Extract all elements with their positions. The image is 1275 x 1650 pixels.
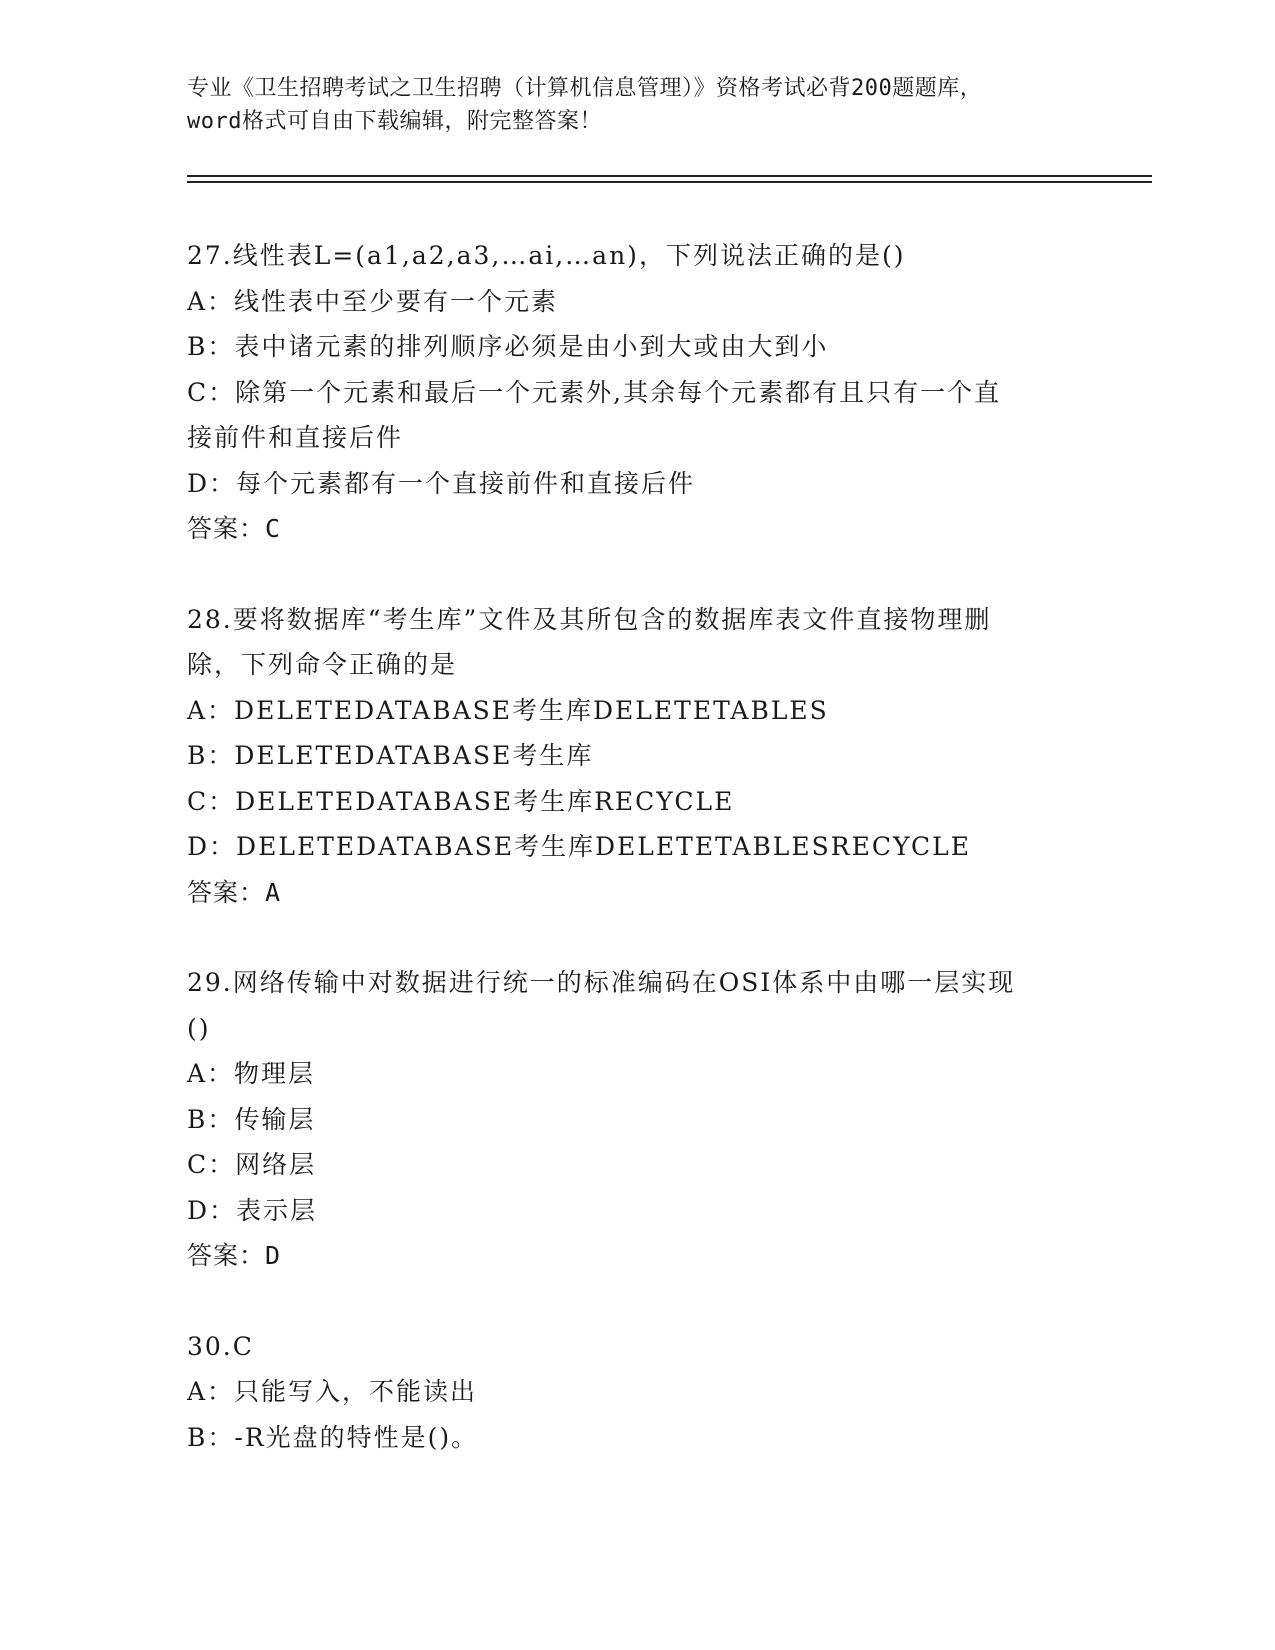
option-c: C：除第一个元素和最后一个元素外,其余每个元素都有且只有一个直 [187,377,1002,407]
answer-label: 答案：A [187,877,282,907]
option-c: C：DELETEDATABASE考生库RECYCLE [187,786,735,816]
answer-label: 答案：C [187,514,282,543]
option-a: A：DELETEDATABASE考生库DELETETABLES [187,695,829,725]
option-d: D：每个元素都有一个直接前件和直接后件 [187,468,696,498]
question-stem-line: 27.线性表L=(a1,a2,a3,…ai,…an)，下列说法正确的是() [187,241,906,270]
option-b: B：传输层 [187,1104,316,1134]
option-a: A：物理层 [187,1059,316,1088]
document-header [187,72,1087,138]
option-c-continued: 接前件和直接后件 [187,423,404,452]
option-b: B：-R光盘的特性是()。 [187,1422,479,1452]
header-divider-top [187,175,1152,177]
question-stem-line: 30.C [187,1331,254,1361]
header-divider-bottom [187,181,1152,183]
option-d: D：DELETEDATABASE考生库DELETETABLESRECYCLE [187,832,972,861]
header-line-1: 专业《卫生招聘考试之卫生招聘（计算机信息管理）》资格考试必背200题题库， [187,76,983,101]
question-stem-line: 28.要将数据库“考生库”文件及其所包含的数据库表文件直接物理删 [187,604,992,634]
question-stem-line: () [187,1013,211,1043]
option-d: D：表示层 [187,1195,318,1225]
option-a: A：只能写入，不能读出 [187,1377,478,1406]
question-stem-line: 除，下列命令正确的是 [187,650,458,679]
answer-label: 答案：D [187,1241,282,1270]
header-line-2: word格式可自由下载编辑，附完整答案！ [187,109,602,134]
option-c: C：网络层 [187,1150,317,1179]
question-28 [187,597,1087,916]
option-a: A：线性表中至少要有一个元素 [187,286,559,316]
question-list [187,233,1087,1460]
question-27 [187,233,1087,552]
question-29 [187,960,1087,1279]
question-30 [187,1324,1087,1461]
option-b: B：DELETEDATABASE考生库 [187,741,594,770]
question-stem-line: 29.网络传输中对数据进行统一的标准编码在OSI体系中由哪一层实现 [187,968,1016,997]
option-b: B：表中诸元素的排列顺序必须是由小到大或由大到小 [187,332,829,361]
